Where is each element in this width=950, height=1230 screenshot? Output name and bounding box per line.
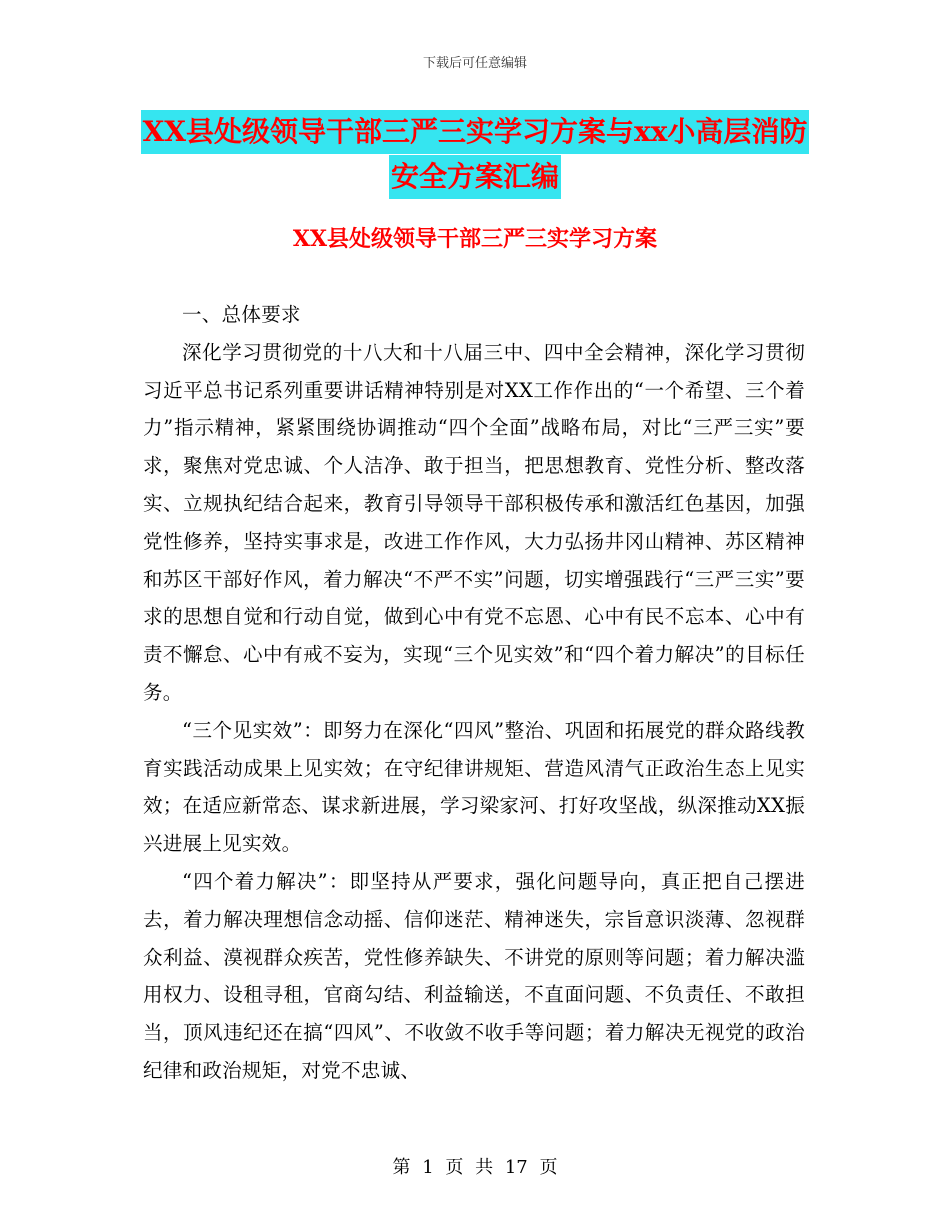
paragraph: “四个着力解决”：即坚持从严要求，强化问题导向，真正把自己摆进去，着力解决理想信念动摇、信仰迷茫、精神迷失，宗旨意识淡薄、忽视群众利益、漠视群众疾苦，党性修养缺失、不讲党的原则等问题；着力解决滥用权力、设租寻租，官商勾结、利益输送，不直面问题、不负责任、不敢担当，顶风违纪还在搞“四风”、不收敛不收手等问题；着力解决无视党的政治纪律和政治规矩，对党不忠诚、 <box>143 869 805 1082</box>
page-footer: 第 1 页 共 17 页 <box>392 1157 558 1178</box>
title-line-1: XX县处级领导干部三严三实学习方案与xx小高层消防 <box>141 110 810 154</box>
section-title: XX县处级领导干部三严三实学习方案 <box>292 226 658 252</box>
heading-general-requirements: 一、总体要求 <box>182 303 301 326</box>
paragraph: 深化学习贯彻党的十八大和十八届三中、四中全会精神，深化学习贯彻习近平总书记系列重要讲话精神特别是对XX工作作出的“一个希望、三个着力”指示精神，紧紧围绕协调推动“四个全面”战略布局，对比“三严三实”要求，聚焦对党忠诚、个人洁净、敢于担当，把思想教育、党性分析、整改落实、立规执纪结合起来，教育引导领导干部积极传承和激活红色基因，加强党性修养，坚持实事求是，改进工作作风，大力弘扬井冈山精神、苏区精神和苏区干部好作风，着力解决“不严不实”问题，切实增强践行“三严三实”要求的思想自觉和行动自觉，做到心中有党不忘恩、心中有民不忘本、心中有责不懈怠、心中有戒不妄为，实现“三个见实效”和“四个着力解决”的目标任务。 <box>143 340 805 704</box>
header-note: 下载后可任意编辑 <box>422 56 527 71</box>
title-line-2: 安全方案汇编 <box>389 155 561 199</box>
document-title <box>0 110 950 200</box>
paragraph: “三个见实效”：即努力在深化“四风”整治、巩固和拓展党的群众路线教育实践活动成果上见实效；在守纪律讲规矩、营造风清气正政治生态上见实效；在适应新常态、谋求新进展，学习梁家河、打好攻坚战，纵深推动XX振兴进展上见实效。 <box>143 718 805 856</box>
document-body <box>143 296 805 1090</box>
